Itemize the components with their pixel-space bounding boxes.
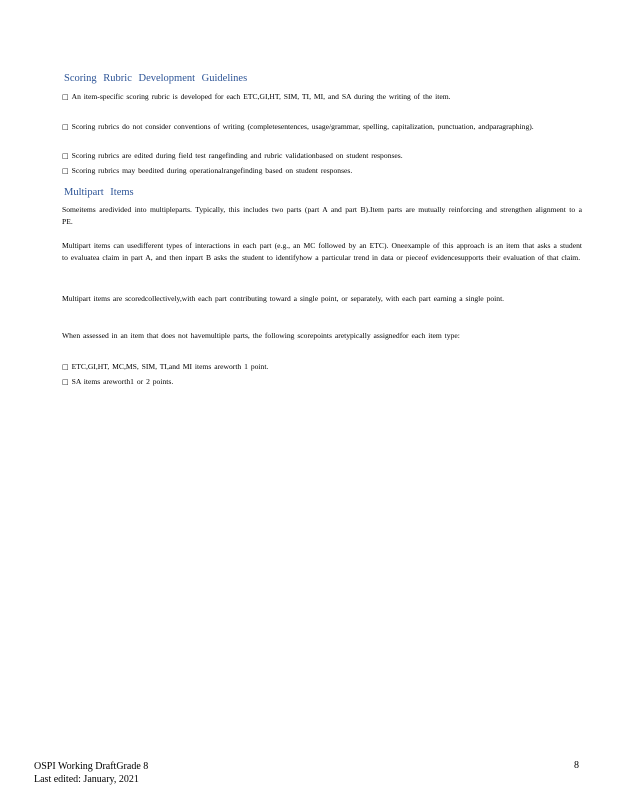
bullet-item xyxy=(62,91,562,103)
checkbox-bullet-icon: □ xyxy=(62,93,69,101)
paragraph: Multipart items can usedifferent types of interactions in each part (e.g., an MC followed by an ETC). Oneexample of this approach is an item that asks a student to evaluatea claim in part A, and then inpart B asks the student to identifyhow a particular trend in data or pieceof evidencesupports their evaluation of that claim. xyxy=(62,241,582,262)
bullet-text: SA items areworth1 or 2 points. xyxy=(71,377,174,386)
checkbox-bullet-icon: □ xyxy=(62,123,69,131)
page-number: 8 xyxy=(574,760,579,771)
bullet-text: ETC,GI,HT, MC,MS, SIM, TI,and MI items areworth 1 point. xyxy=(71,362,269,371)
footer-last-edited: Last edited: January, 2021 xyxy=(34,774,139,785)
checkbox-bullet-icon: □ xyxy=(62,378,69,386)
checkbox-bullet-icon: □ xyxy=(62,167,69,175)
checkbox-bullet-icon: □ xyxy=(62,363,69,371)
paragraph: Multipart items are scoredcollectively,with each part contributing toward a single point, or separately, with each part earning a single point. xyxy=(62,294,505,303)
paragraph: When assessed in an item that does not havemultiple parts, the following scorepoints aretypically assignedfor each item type: xyxy=(62,331,460,340)
bullet-text: An item-specific scoring rubric is developed for each ETC,GI,HT, SIM, TI, MI, and SA during the writing of the item. xyxy=(71,92,451,101)
bullet-text: Scoring rubrics are edited during field test rangefinding and rubric validationbased on student responses. xyxy=(71,151,403,160)
footer-draft-label: OSPI Working DraftGrade 8 xyxy=(34,761,149,772)
section-heading-scoring-rubric: Scoring Rubric Development Guidelines xyxy=(64,73,248,84)
bullet-item xyxy=(62,150,562,162)
checkbox-bullet-icon: □ xyxy=(62,152,69,160)
bullet-text: Scoring rubrics do not consider conventions of writing (completesentences, usage/grammar, spelling, capitalization, punctuation, andparagraphing). xyxy=(71,122,534,131)
bullet-item xyxy=(62,376,562,388)
bullet-item xyxy=(62,361,562,373)
bullet-item xyxy=(62,121,562,133)
bullet-text: Scoring rubrics may beedited during operationalrangefinding based on student responses. xyxy=(71,166,353,175)
paragraph: Someitems aredivided into multipleparts. Typically, this includes two parts (part A and part B).Item parts are mutually reinforcing and strengthen alignment to a PE. xyxy=(62,205,582,226)
footer xyxy=(34,760,148,786)
section-heading-multipart-items: Multipart Items xyxy=(64,187,134,198)
bullet-item xyxy=(62,165,562,177)
